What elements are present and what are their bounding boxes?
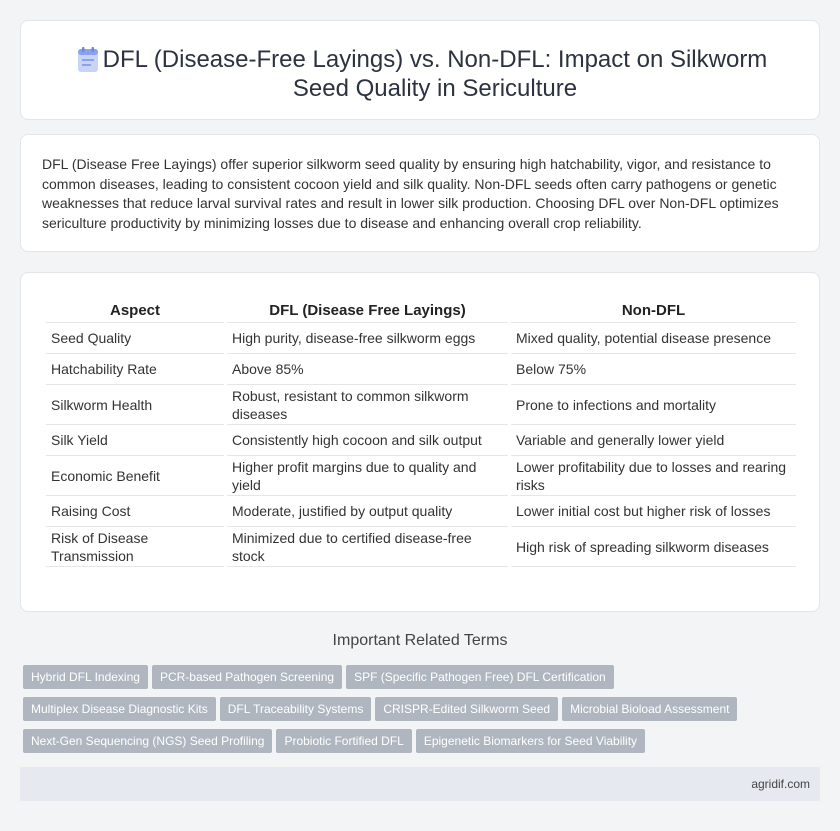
related-term-tag[interactable]: Probiotic Fortified DFL: [276, 729, 411, 753]
comparison-table-card: [20, 272, 820, 612]
table-row: [46, 527, 796, 567]
table-cell: Prone to infections and mortality: [511, 385, 796, 425]
table-cell: Lower profitability due to losses and rearing risks: [511, 456, 796, 496]
table-cell: Robust, resistant to common silkworm diseases: [227, 385, 508, 425]
table-cell: Higher profit margins due to quality and yield: [227, 456, 508, 496]
table-row: [46, 496, 796, 527]
table-cell: Seed Quality: [46, 323, 224, 354]
related-term-tag[interactable]: PCR-based Pathogen Screening: [152, 665, 342, 689]
title-wrap: [21, 45, 819, 103]
column-header-dfl: DFL (Disease Free Layings): [227, 297, 508, 323]
document-icon: [77, 47, 99, 73]
related-term-tag[interactable]: Hybrid DFL Indexing: [23, 665, 148, 689]
related-terms-heading: Important Related Terms: [332, 632, 508, 649]
table-cell: Variable and generally lower yield: [511, 425, 796, 456]
table-cell: Above 85%: [227, 354, 508, 385]
comparison-table: [43, 297, 799, 567]
related-term-tag[interactable]: Epigenetic Biomarkers for Seed Viability: [416, 729, 645, 753]
table-cell: Consistently high cocoon and silk output: [227, 425, 508, 456]
column-header-non-dfl: Non-DFL: [511, 297, 796, 323]
table-cell: Risk of Disease Transmission: [46, 527, 224, 567]
table-row: [46, 354, 796, 385]
table-cell: High purity, disease-free silkworm eggs: [227, 323, 508, 354]
table-cell: Raising Cost: [46, 496, 224, 527]
table-cell: Mixed quality, potential disease presence: [511, 323, 796, 354]
related-terms-list: [23, 665, 813, 761]
header-card: [20, 20, 820, 120]
table-row: [46, 323, 796, 354]
table-cell: Lower initial cost but higher risk of losses: [511, 496, 796, 527]
summary-text: DFL (Disease Free Layings) offer superior silkworm seed quality by ensuring high hatchability, vigor, and resistance to common diseases, leading to consistent cocoon yield and silk quality. Non-DFL seeds often carry pathogens or genetic weaknesses that reduce larval survival rates and result in lower silk production. Choosing DFL over Non-DFL optimizes sericulture productivity by minimizing losses due to disease and enhancing overall crop reliability.: [42, 156, 779, 231]
table-header-row: [46, 297, 796, 323]
table-cell: Moderate, justified by output quality: [227, 496, 508, 527]
related-term-tag[interactable]: DFL Traceability Systems: [220, 697, 372, 721]
table-row: [46, 456, 796, 496]
summary-card: [20, 134, 820, 252]
table-cell: Hatchability Rate: [46, 354, 224, 385]
table-cell: Below 75%: [511, 354, 796, 385]
page-title: DFL (Disease-Free Layings) vs. Non-DFL: Impact on Silkworm Seed Quality in Sericulture: [102, 46, 768, 102]
table-cell: Economic Benefit: [46, 456, 224, 496]
table-cell: Silk Yield: [46, 425, 224, 456]
related-term-tag[interactable]: SPF (Specific Pathogen Free) DFL Certification: [346, 665, 614, 689]
related-term-tag[interactable]: Multiplex Disease Diagnostic Kits: [23, 697, 216, 721]
table-cell: Minimized due to certified disease-free stock: [227, 527, 508, 567]
table-row: [46, 385, 796, 425]
footer: [20, 767, 820, 801]
related-term-tag[interactable]: Microbial Bioload Assessment: [562, 697, 737, 721]
column-header-aspect: Aspect: [46, 297, 224, 323]
related-term-tag[interactable]: CRISPR-Edited Silkworm Seed: [375, 697, 558, 721]
table-row: [46, 425, 796, 456]
related-term-tag[interactable]: Next-Gen Sequencing (NGS) Seed Profiling: [23, 729, 272, 753]
table-cell: High risk of spreading silkworm diseases: [511, 527, 796, 567]
table-cell: Silkworm Health: [46, 385, 224, 425]
footer-site-link[interactable]: agridif.com: [751, 777, 810, 791]
